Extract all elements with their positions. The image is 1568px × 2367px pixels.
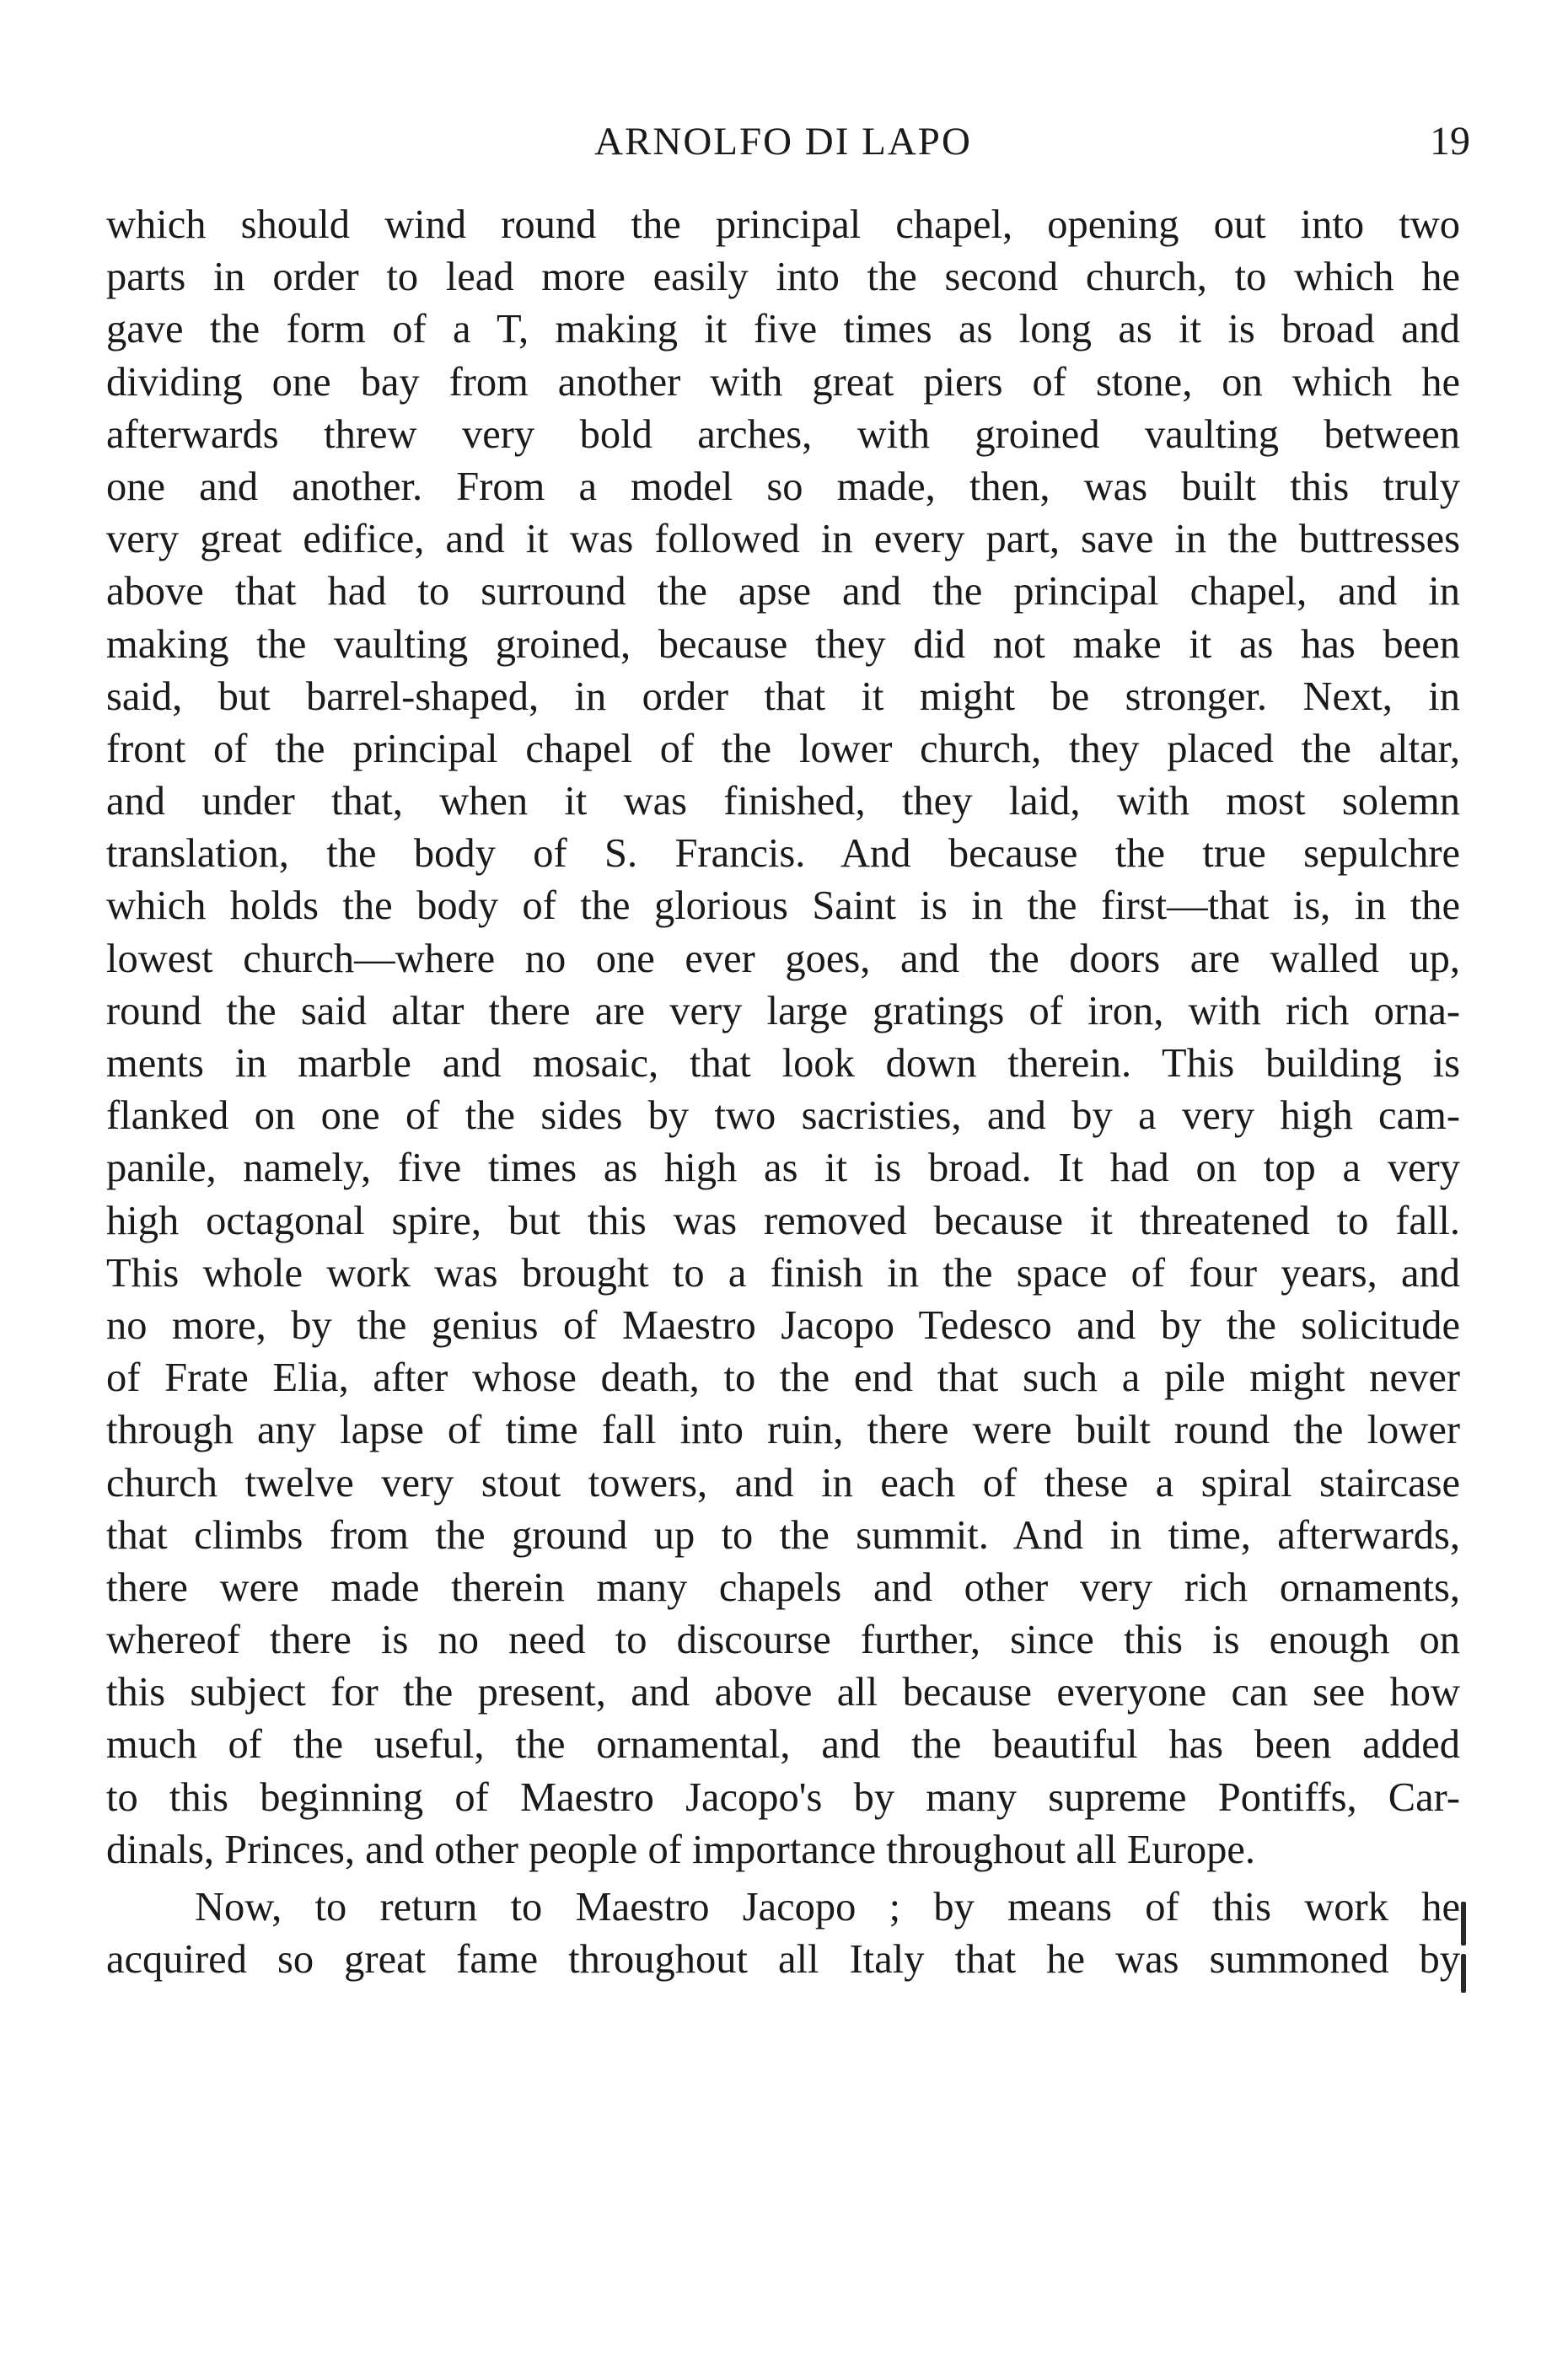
- text-line: This whole work was brought to a finish in the space of four years, and: [106, 1250, 1460, 1296]
- text-line: which should wind round the principal chapel, opening out into two: [106, 202, 1460, 247]
- text-line: whereof there is no need to discourse further, since this is enough on: [106, 1618, 1460, 1663]
- text-line: gave the form of a T, making it five times as long as it is broad and: [106, 307, 1460, 352]
- text-line: acquired so great fame throughout all Italy that he was summoned by: [106, 1937, 1460, 1983]
- text-line: above that had to surround the apse and the principal chapel, and in: [106, 569, 1460, 615]
- text-line: much of the useful, the ornamental, and the beautiful has been added: [106, 1722, 1460, 1768]
- text-line: making the vaulting groined, because they did not make it as has been: [106, 621, 1460, 667]
- running-title: ARNOLFO DI LAPO: [594, 120, 972, 164]
- margin-mark: [1461, 1954, 1466, 1993]
- text-line: lowest church—where no one ever goes, and the doors are walled up,: [106, 936, 1460, 981]
- text-line: one and another. From a model so made, then, was built this truly: [106, 464, 1460, 509]
- text-line: dinals, Princes, and other people of importance throughout all Europe.: [106, 1827, 1256, 1872]
- text-line: translation, the body of S. Francis. And because the true sepulchre: [106, 831, 1460, 877]
- text-line: parts in order to lead more easily into the second church, to which he: [106, 255, 1460, 300]
- text-line: and under that, when it was finished, they laid, with most solemn: [106, 779, 1460, 824]
- text-line: through any lapse of time fall into ruin, there were built round the lower: [106, 1408, 1460, 1453]
- text-line: very great edifice, and it was followed in every part, save in the buttresses: [106, 517, 1460, 562]
- margin-mark: [1461, 1902, 1466, 1946]
- text-line: Now, to return to Maestro Jacopo ; by means of this work he: [195, 1885, 1460, 1930]
- text-line: ments in marble and mosaic, that look down therein. This building is: [106, 1041, 1460, 1086]
- text-line: flanked on one of the sides by two sacristies, and by a very high cam-: [106, 1093, 1460, 1139]
- text-line: afterwards threw very bold arches, with groined vaulting between: [106, 411, 1460, 457]
- text-line: front of the principal chapel of the lower church, they placed the altar,: [106, 726, 1460, 771]
- text-line: there were made therein many chapels and other very rich ornaments,: [106, 1565, 1460, 1610]
- text-line: panile, namely, five times as high as it is broad. It had on top a very: [106, 1146, 1460, 1191]
- text-line: that climbs from the ground up to the summit. And in time, afterwards,: [106, 1512, 1460, 1558]
- text-line: said, but barrel-shaped, in order that it might be stronger. Next, in: [106, 674, 1460, 719]
- page-number: 19: [1430, 119, 1470, 164]
- running-head: [106, 115, 1470, 169]
- text-line: high octagonal spire, but this was removed because it threatened to fall.: [106, 1198, 1460, 1243]
- text-line: which holds the body of the glorious Saint is in the first—that is, in the: [106, 883, 1460, 929]
- text-line: church twelve very stout towers, and in each of these a spiral staircase: [106, 1460, 1460, 1506]
- text-line: to this beginning of Maestro Jacopo's by many supreme Pontiffs, Car-: [106, 1774, 1460, 1820]
- body-text: [106, 199, 1460, 1986]
- text-line: this subject for the present, and above all because everyone can see how: [106, 1670, 1460, 1715]
- text-line: dividing one bay from another with great piers of stone, on which he: [106, 359, 1460, 405]
- text-line: of Frate Elia, after whose death, to the end that such a pile might never: [106, 1355, 1460, 1401]
- text-line: round the said altar there are very large gratings of iron, with rich orna-: [106, 988, 1460, 1033]
- text-line: no more, by the genius of Maestro Jacopo Tedesco and by the solicitude: [106, 1302, 1460, 1348]
